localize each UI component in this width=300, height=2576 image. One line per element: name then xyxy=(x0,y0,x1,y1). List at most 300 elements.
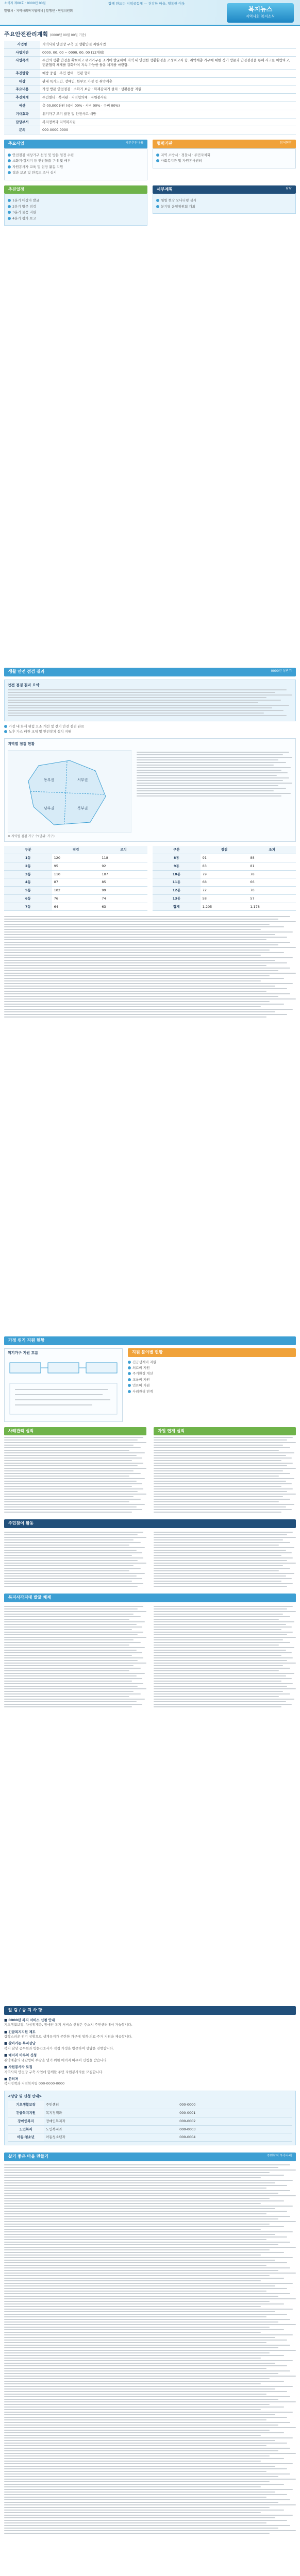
table-row xyxy=(4,903,147,911)
table-cell: 4동 xyxy=(4,878,52,887)
text-line xyxy=(154,1634,287,1635)
text-line xyxy=(4,2425,278,2426)
text-line xyxy=(4,1693,141,1694)
text-line xyxy=(154,1504,294,1505)
case-management-text xyxy=(4,1437,146,1513)
text-line xyxy=(4,2172,270,2173)
table-header: 점검 xyxy=(52,846,100,854)
text-line xyxy=(4,2391,287,2392)
text-line xyxy=(8,689,287,690)
text-line xyxy=(154,1568,290,1569)
text-line xyxy=(8,692,275,693)
text-line xyxy=(4,2471,266,2472)
schedule-box xyxy=(4,194,147,226)
consult-table xyxy=(8,2101,292,2142)
region-map xyxy=(8,750,131,833)
text-line xyxy=(154,1547,294,1548)
text-line xyxy=(154,1437,293,1438)
resource-link-panel xyxy=(154,1427,296,1515)
info-key: 추진체계 xyxy=(4,94,40,102)
info-value: 위기가구 조기 발견 및 안전사고 예방 xyxy=(40,110,296,118)
text-line xyxy=(4,1652,142,1653)
text-line xyxy=(4,2324,296,2325)
table-cell: 72 xyxy=(201,887,248,895)
text-line xyxy=(4,2492,275,2493)
text-line xyxy=(4,2203,261,2204)
text-line xyxy=(4,2481,270,2482)
table-row xyxy=(4,862,147,870)
bullet-icon xyxy=(128,1366,131,1369)
support-field-text: 주거환경 개선 xyxy=(132,1371,153,1376)
text-line xyxy=(4,2239,266,2240)
text-line xyxy=(4,2213,266,2214)
text-line xyxy=(4,2242,290,2243)
inspection-bullet-2: 노후 가스 배관 교체 및 안전장치 설치 지원 xyxy=(9,729,72,734)
text-line xyxy=(154,1624,286,1625)
notice-item-title: ■ 긴급복지지원 제도 xyxy=(4,2029,36,2034)
text-line xyxy=(4,2484,284,2485)
info-value: 000-0000-0000 xyxy=(40,126,296,134)
info-value: 관내 독거노인, 장애인, 한부모 가정 등 취약계층 xyxy=(40,77,296,86)
text-line xyxy=(154,1476,279,1477)
logo-subtitle: 지역사회 복지소식 xyxy=(245,14,275,19)
table-cell: 87 xyxy=(52,878,100,887)
consult-cell: 아동청소년과 xyxy=(44,2133,177,2142)
text-line xyxy=(137,785,278,786)
partners-panel xyxy=(153,140,296,180)
text-line xyxy=(4,1663,146,1664)
partners-bar xyxy=(153,140,296,148)
text-line xyxy=(4,2507,270,2508)
inspection-summary-title: 안전 점검 결과 요약 xyxy=(8,683,40,687)
info-value: 복지정책과 지역복지팀 xyxy=(40,118,296,126)
support-field-text: 사례관리 연계 xyxy=(132,1389,153,1394)
text-line xyxy=(154,1483,292,1484)
info-key: 사업목적 xyxy=(4,57,40,70)
text-line xyxy=(154,1696,279,1697)
text-line xyxy=(4,2517,275,2518)
text-line xyxy=(4,947,296,948)
notice-item-desc: 지역사회 안전망 구축 사업에 함께할 주민 자원봉사자를 모집합니다. xyxy=(4,2070,104,2074)
text-line xyxy=(154,1560,287,1561)
text-line xyxy=(4,2195,296,2196)
header-slogan: 함께 만드는 지역공동체 — 건강한 마을, 행복한 이웃 xyxy=(108,2,185,6)
text-line xyxy=(4,1460,132,1461)
table-row xyxy=(153,894,296,903)
text-line xyxy=(4,1557,143,1558)
text-line xyxy=(137,754,283,755)
text-line xyxy=(4,2443,287,2444)
text-line xyxy=(137,765,274,766)
text-line xyxy=(8,705,289,706)
info-key: 추진방향 xyxy=(4,69,40,77)
table-cell: 68 xyxy=(201,878,248,887)
text-line xyxy=(137,793,291,794)
inspection-body-text xyxy=(4,916,296,1018)
text-line xyxy=(4,2448,290,2449)
text-line xyxy=(4,1575,137,1577)
text-line xyxy=(154,1555,281,1556)
table-row xyxy=(153,903,296,911)
text-line xyxy=(154,1532,293,1533)
text-line xyxy=(4,2260,275,2261)
table-cell: 58 xyxy=(201,894,248,903)
page-1 xyxy=(0,0,300,665)
text-line xyxy=(154,1632,293,1633)
bullet-icon xyxy=(4,725,7,728)
text-line xyxy=(4,2486,261,2487)
partner-item xyxy=(156,159,292,163)
text-line xyxy=(4,2445,266,2446)
text-line xyxy=(4,2347,278,2348)
table-cell: 1,205 xyxy=(201,903,248,911)
text-line xyxy=(4,2342,266,2343)
text-line xyxy=(4,1545,129,1546)
text-line xyxy=(4,942,290,943)
text-line xyxy=(154,1701,286,1702)
text-line xyxy=(154,1668,290,1669)
support-fields-list xyxy=(128,1360,296,1395)
text-line xyxy=(4,2394,266,2395)
table-row xyxy=(4,870,147,878)
text-line xyxy=(4,2208,275,2209)
text-line xyxy=(154,1675,286,1676)
support-field-text: 연료비 지원 xyxy=(132,1383,150,1388)
text-line xyxy=(4,1439,138,1440)
text-line xyxy=(4,1547,145,1548)
text-line xyxy=(4,2180,293,2181)
regional-status-title: 지역별 점검 현황 xyxy=(8,742,35,747)
text-line xyxy=(4,2278,284,2279)
inspection-results-bar xyxy=(4,668,296,676)
text-line xyxy=(4,2170,296,2171)
info-value: 가정 방문 안전점검 · 소화기 보급 · 화재감지기 설치 · 생활용품 지원 xyxy=(40,86,296,94)
schedule-panel xyxy=(4,185,147,226)
consult-cell: 000-0002 xyxy=(177,2117,292,2125)
table-cell: 107 xyxy=(99,870,147,878)
text-line xyxy=(154,1542,290,1543)
crisis-support-title: 가정 위기 지원 현황 xyxy=(8,1338,45,1343)
text-line xyxy=(154,1452,294,1453)
table-cell: 64 xyxy=(52,903,100,911)
text-line xyxy=(4,1624,137,1625)
text-line xyxy=(4,962,287,963)
text-line xyxy=(4,1570,129,1571)
inspection-bullet-1: 가정 내 화재 위험 요소 개선 및 전기 안전 점검 완료 xyxy=(9,724,85,729)
text-line xyxy=(4,1675,137,1676)
blindspot-title: 복지사각지대 발굴 체계 xyxy=(8,1595,51,1600)
text-line xyxy=(4,2236,287,2238)
text-line xyxy=(4,2386,293,2387)
text-line xyxy=(154,1586,287,1587)
text-line xyxy=(4,1455,137,1456)
table-row xyxy=(4,887,147,895)
text-line xyxy=(4,2365,287,2366)
schedule-item xyxy=(8,210,144,215)
consult-cell: 복지정책과 xyxy=(44,2109,177,2117)
text-line xyxy=(4,965,266,966)
text-line xyxy=(4,2247,296,2248)
text-line xyxy=(4,1563,146,1564)
text-line xyxy=(154,1647,294,1648)
support-fields-panel xyxy=(128,1348,296,1422)
text-line xyxy=(4,1665,134,1666)
text-line xyxy=(8,713,264,714)
logo-title: 복지뉴스 xyxy=(248,6,273,13)
text-line xyxy=(4,1699,145,1700)
page-3 xyxy=(0,1333,300,2003)
text-line xyxy=(154,1442,296,1443)
text-line xyxy=(4,2267,290,2268)
text-line xyxy=(154,1534,287,1535)
detail-plan-panel xyxy=(153,185,296,226)
blindspot-text-right xyxy=(154,1604,296,1709)
bullet-icon xyxy=(4,730,7,733)
consult-row xyxy=(8,2117,292,2125)
detail-plan-bar xyxy=(153,185,296,194)
text-line xyxy=(4,1463,143,1464)
table-cell: 78 xyxy=(248,870,296,878)
bullet-icon xyxy=(8,217,11,220)
info-row xyxy=(4,48,296,57)
text-line xyxy=(4,2177,261,2178)
notice-item-title: ■ 0000년 복지 서비스 신청 안내 xyxy=(4,2018,55,2022)
text-line xyxy=(4,2468,287,2469)
text-line xyxy=(4,1560,138,1561)
text-line xyxy=(4,2193,278,2194)
text-line xyxy=(154,1463,293,1464)
text-line xyxy=(4,919,278,920)
info-row xyxy=(4,41,296,48)
notice-item xyxy=(4,2018,296,2028)
notice-item xyxy=(4,2030,296,2040)
text-line xyxy=(4,2419,266,2420)
consult-cell: 노인복지과 xyxy=(44,2125,177,2133)
map-label: 동부권 xyxy=(44,777,55,782)
regional-status-panel xyxy=(4,738,296,842)
text-line xyxy=(4,1614,134,1615)
consult-row xyxy=(8,2133,292,2142)
bullet-icon xyxy=(8,159,11,162)
partners-sub: 참여현황 xyxy=(279,141,292,145)
village-article-text xyxy=(4,2164,296,2534)
text-line xyxy=(154,1537,296,1538)
district-table-left xyxy=(4,846,147,911)
schedule-item-text: 3분기 물품 지원 xyxy=(12,210,36,215)
text-line xyxy=(4,2453,296,2454)
notice-item-desc: 취약계층의 냉난방비 부담을 덜기 위한 에너지 바우처 신청을 받습니다. xyxy=(4,2058,108,2062)
info-row xyxy=(4,118,296,126)
consult-cell: 장애인복지과 xyxy=(44,2117,177,2125)
text-line xyxy=(4,916,290,917)
map-label: 서부권 xyxy=(77,777,88,782)
text-line xyxy=(4,1004,284,1005)
text-line xyxy=(4,2296,278,2297)
text-line xyxy=(4,1496,134,1497)
text-line xyxy=(154,1629,281,1630)
info-value: 지역사회 안전망 구축 및 생활안전 지원사업 xyxy=(40,41,296,48)
text-line xyxy=(4,1568,141,1569)
text-line xyxy=(154,1557,293,1558)
info-value: 0000. 00. 00 ~ 0000. 00. 00 (12개월) xyxy=(40,48,296,57)
main-projects-box xyxy=(4,148,147,180)
text-line xyxy=(154,1552,292,1553)
text-line xyxy=(137,775,277,776)
text-line xyxy=(4,1686,138,1687)
blindspot-bar xyxy=(4,1594,296,1602)
text-line xyxy=(154,1496,283,1497)
text-line xyxy=(4,2528,278,2529)
bullet-icon xyxy=(128,1390,131,1393)
text-line xyxy=(154,1458,292,1459)
text-line xyxy=(154,1468,296,1469)
info-row xyxy=(4,69,296,77)
text-line xyxy=(4,1550,137,1551)
project-item xyxy=(8,159,144,163)
text-line xyxy=(4,2285,275,2286)
text-line xyxy=(154,1575,286,1577)
text-line xyxy=(4,1606,143,1607)
text-line xyxy=(4,1450,129,1451)
text-line xyxy=(4,2229,261,2230)
text-line xyxy=(154,1706,281,1707)
consult-row xyxy=(8,2101,292,2109)
text-line xyxy=(4,2249,270,2250)
text-line xyxy=(4,2327,270,2328)
text-line xyxy=(4,1683,143,1684)
text-line xyxy=(4,1639,134,1640)
main-projects-title: 주요사업 xyxy=(8,141,24,146)
text-line xyxy=(4,931,293,933)
text-line xyxy=(4,2334,293,2335)
text-line xyxy=(4,2164,290,2165)
table-cell: 66 xyxy=(248,878,296,887)
consult-table-title: <상담 및 신청 안내> xyxy=(8,2094,42,2098)
text-line xyxy=(8,700,281,701)
village-title: 살기 좋은 마을 만들기 xyxy=(8,2154,48,2159)
support-flow-title: 위기가구 지원 흐름 xyxy=(8,1350,38,1355)
text-line xyxy=(4,1001,270,1002)
text-line xyxy=(154,1465,287,1466)
district-table-right xyxy=(153,846,296,911)
text-line xyxy=(4,1696,129,1697)
text-line xyxy=(4,2383,261,2384)
consult-cell: 아동·청소년 xyxy=(8,2133,44,2142)
text-line xyxy=(4,1458,142,1459)
text-line xyxy=(8,694,292,696)
text-line xyxy=(4,929,261,930)
text-line xyxy=(154,1494,296,1495)
text-line xyxy=(4,2244,278,2245)
text-line xyxy=(8,710,284,711)
page-title-text: 주요안전관리계획 xyxy=(4,31,48,38)
text-line xyxy=(137,752,289,753)
text-line xyxy=(4,2476,278,2477)
text-line xyxy=(4,2200,284,2201)
text-line xyxy=(4,991,266,992)
text-line xyxy=(4,1014,287,1015)
text-line xyxy=(154,1473,290,1474)
consult-cell: 기초생활보장 xyxy=(8,2101,44,2109)
plan-item xyxy=(156,205,292,209)
text-line xyxy=(4,1486,132,1487)
text-line xyxy=(4,2301,270,2302)
text-line xyxy=(4,2525,290,2526)
text-line xyxy=(4,2422,290,2423)
text-line xyxy=(8,707,272,708)
consult-cell: 000-0001 xyxy=(177,2109,292,2117)
text-line xyxy=(4,2265,266,2266)
publisher-info: 발행처 · 지역사회복지협의체 | 발행인 · 편집위원회 xyxy=(4,9,73,13)
text-line xyxy=(4,1483,142,1484)
text-line xyxy=(4,1642,141,1643)
text-line xyxy=(4,1681,132,1682)
consult-table-box xyxy=(4,2091,296,2145)
text-line xyxy=(4,2273,296,2274)
text-line xyxy=(4,1506,137,1507)
text-line xyxy=(154,1578,292,1579)
schedule-title: 추진일정 xyxy=(8,187,24,192)
text-line xyxy=(154,1486,281,1487)
bullet-icon xyxy=(8,205,11,208)
table-cell: 110 xyxy=(52,870,100,878)
plan-info-table xyxy=(4,41,296,134)
partners-title: 협력기관 xyxy=(157,141,173,146)
table-row xyxy=(4,854,147,862)
text-line xyxy=(137,767,291,768)
text-line xyxy=(4,2437,293,2438)
notice-item xyxy=(4,2077,296,2087)
text-line xyxy=(4,934,275,935)
text-line xyxy=(154,1565,283,1566)
page-4 xyxy=(0,2003,300,2576)
blindspot-text-left xyxy=(4,1604,146,1709)
text-line xyxy=(4,2352,270,2353)
table-cell: 91 xyxy=(201,854,248,862)
text-line xyxy=(4,2399,278,2400)
text-line xyxy=(154,1691,283,1692)
schedule-bar xyxy=(4,185,147,194)
project-item xyxy=(8,165,144,170)
text-line xyxy=(4,2321,278,2323)
info-key: 사업기간 xyxy=(4,48,40,57)
text-line xyxy=(4,2466,275,2467)
text-line xyxy=(154,1611,296,1612)
text-line xyxy=(4,926,284,927)
info-key: 주요내용 xyxy=(4,86,40,94)
text-line xyxy=(154,1608,287,1609)
text-line xyxy=(154,1450,279,1451)
consult-cell: 000-0003 xyxy=(177,2125,292,2133)
case-management-panel xyxy=(4,1427,146,1515)
detail-plan-box xyxy=(153,194,296,214)
text-line xyxy=(154,1650,286,1651)
notice-item-desc: 갑작스러운 위기 상황으로 생계유지가 곤란한 가구에 생계·의료·주거 지원을 제공합니다. xyxy=(4,2035,132,2039)
table-row xyxy=(153,854,296,862)
text-line xyxy=(4,968,290,969)
text-line xyxy=(137,788,286,789)
info-row xyxy=(4,110,296,118)
text-line xyxy=(154,1581,281,1582)
text-line xyxy=(4,2515,293,2516)
text-line xyxy=(4,1445,134,1446)
page-header xyxy=(0,0,300,26)
text-line xyxy=(8,697,266,698)
page-title-note: (0000년 00월 00일 기준) xyxy=(49,33,86,37)
text-line xyxy=(4,2231,293,2232)
text-line xyxy=(4,1660,138,1661)
text-line xyxy=(4,2458,284,2459)
